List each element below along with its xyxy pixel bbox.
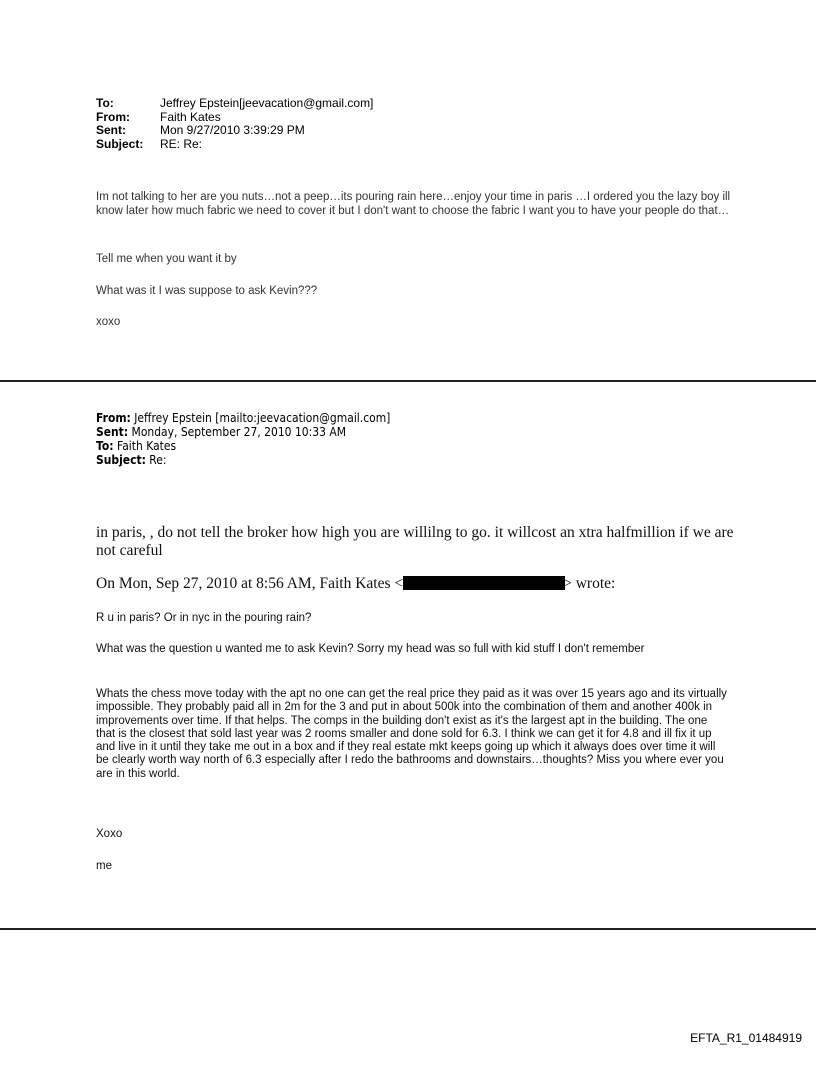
subject-value: Re:: [145, 452, 167, 467]
from-value: Jeffrey Epstein [mailto:jeevacation@gmail.com]: [130, 410, 391, 425]
from-value: Faith Kates: [160, 109, 221, 124]
quote-suffix: > wrote:: [563, 575, 616, 592]
to-label: To:: [96, 96, 114, 110]
quote-attribution: [96, 575, 736, 593]
from-label: From:: [96, 109, 130, 124]
document-id: EFTA_R1_01484919: [690, 1031, 802, 1045]
subject-row: [96, 453, 390, 467]
email1-body: [96, 190, 736, 218]
quoted-line: R u in paris? Or in nyc in the pouring rain?: [96, 612, 312, 624]
subject-row: [96, 138, 373, 152]
sent-row: [96, 124, 373, 138]
subject-label: Subject:: [96, 136, 144, 151]
sent-row: [96, 425, 390, 439]
sent-label: Sent:: [96, 424, 129, 439]
subject-value: RE: Re:: [160, 136, 203, 151]
email1-line: [96, 284, 736, 298]
from-label: From:: [96, 410, 131, 425]
to-label: To:: [96, 438, 114, 453]
to-row: [96, 439, 390, 453]
email1-header: [96, 97, 373, 151]
divider: [0, 928, 816, 930]
from-row: [96, 411, 390, 425]
email1-line: [96, 315, 736, 329]
quote-prefix: On Mon, Sep 27, 2010 at 8:56 AM, Faith Kates <: [96, 575, 404, 592]
sent-value: Monday, September 27, 2010 10:33 AM: [128, 424, 346, 439]
quoted-signoff: Xoxo: [96, 828, 123, 840]
sent-value: Mon 9/27/2010 3:39:29 PM: [160, 123, 305, 137]
email1-line: [96, 252, 736, 266]
email2-reply: in paris, , do not tell the broker how high you are willilng to go. it willcost an xtra halfmillion if we are not careful: [96, 524, 734, 559]
subject-label: Subject:: [96, 452, 146, 467]
to-value: Faith Kates: [113, 438, 177, 453]
email2-header: [96, 411, 390, 467]
quoted-signature: me: [96, 860, 112, 872]
to-value: Jeffrey Epstein[jeevacation@gmail.com]: [160, 96, 374, 110]
divider: [0, 380, 816, 382]
sent-label: Sent:: [96, 123, 126, 137]
email1-paragraph: Tell me when you want it by: [96, 253, 237, 265]
from-row: [96, 111, 373, 125]
quoted-line: What was the question u wanted me to ask Kevin? Sorry my head was so full with kid stuff I don't remember: [96, 643, 645, 655]
to-row: [96, 97, 373, 111]
email1-paragraph: Im not talking to her are you nuts…not a peep…its pouring rain here…enjoy your time in paris …I ordered you the lazy boy ill know later how much fabric we need to cover it but I don't want to choose the fabric I want you to have your people do that…: [96, 191, 731, 217]
email1-signoff: xoxo: [96, 316, 121, 328]
redaction-block: [403, 576, 565, 590]
email1-paragraph: What was it I was suppose to ask Kevin???: [96, 285, 318, 297]
quoted-paragraph: Whats the chess move today with the apt no one can get the real price they paid as it was over 15 years ago and its virtually impossible. They probably paid all in 2m for the 3 and put in about 500k into the combination of them and another 400k in improvements over time. If that helps. The comps in the building don't exist as it's the largest apt in the building. The one that is the closest that sold last year was 2 rooms smaller and done sold for 6.3. I think we can get it for 4.8 and ill fix it up and live in it until they take me out in a box and if they real estate mkt keeps going up which it always does over time it will be clearly worth way north of 6.3 especially after I redo the bathrooms and downstairs…thoughts? Miss you where ever you are in this world.: [96, 688, 727, 780]
